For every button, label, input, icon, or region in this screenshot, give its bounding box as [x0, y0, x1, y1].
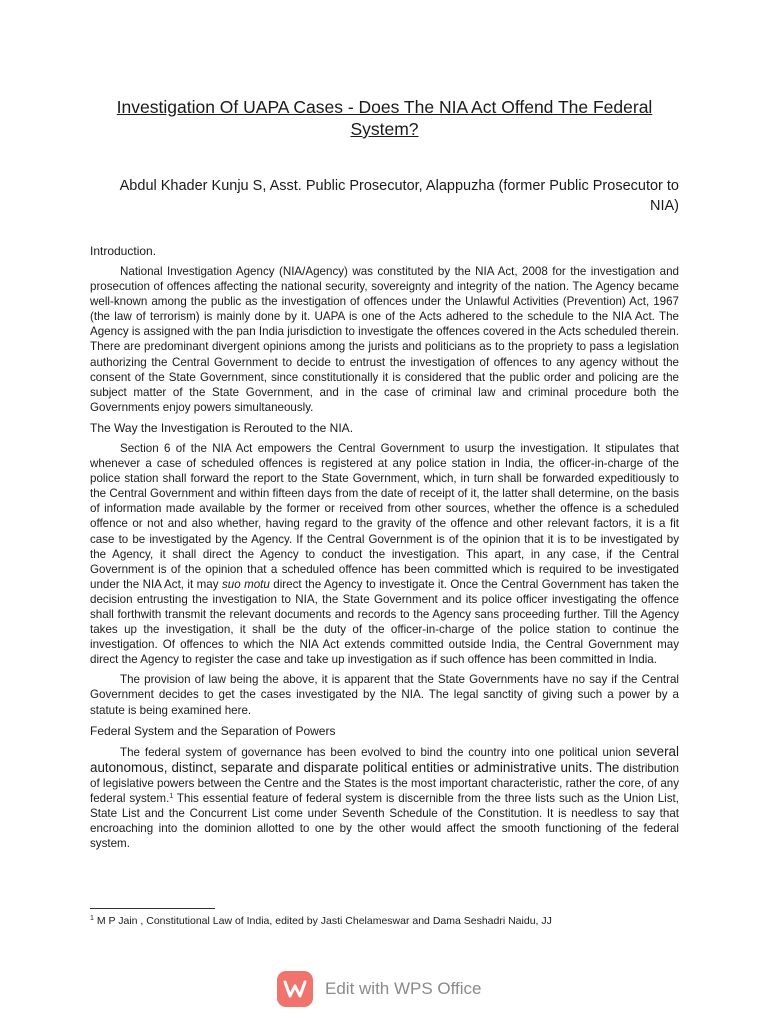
edit-with-wps-banner[interactable] [277, 970, 482, 1008]
document-author: Abdul Khader Kunju S, Asst. Public Prosecutor, Alappuzha (former Public Prosecutor to NIA) [119, 178, 679, 214]
document-title: Investigation Of UAPA Cases - Does The NIA Act Offend The Federal System? [116, 97, 653, 139]
wps-label: Edit with WPS Office [325, 979, 482, 998]
paragraph: National Investigation Agency (NIA/Agency) was constituted by the NIA Act, 2008 for the investigation and prosecution of offences affecting the national security, sovereignty and integrity of the nation. The Agency became well-known among the public as the investigation of offences under the Unlawful Activities (Prevention) Act, 1967 (the law of terrorism) is mainly done by it. UAPA is one of the Acts adhered to the schedule to the NIA Act. The Agency is assigned with the pan India jurisdiction to investigate the offences covered in the Acts scheduled therein. There are predominant divergent opinions among the jurists and politicians as to the propriety to pass a legislation authorizing the Central Government to decide to entrust the investigation of offences to any agency without the consent of the State Government, since constitutionally it is considered that the public order and policing are the subject matter of the State Government, and in the case of criminal law and criminal procedure both the Governments enjoy powers simultaneously. [90, 265, 679, 414]
section-heading-federal-system: Federal System and the Separation of Powers [90, 723, 336, 738]
section-heading-rerouted: The Way the Investigation is Rerouted to the NIA. [90, 420, 354, 435]
paragraph-text: This essential feature of federal system is discernible from the three lists such as the Union List, State List and the Concurrent List come under Seventh Schedule of the Constitution. It is needless to say that encroaching into the dominion allotted to one by the other would affect the smooth functioning of the federal system. [90, 791, 680, 851]
paragraph-text: Section 6 of the NIA Act empowers the Central Government to usurp the investigation. It stipulates that whenever a case of scheduled offences is registered at any police station in India, the officer-in-charge of the police station shall forward the report to the State Government, which, in turn shall be forwarded expeditiously to the Central Government and within fifteen days from the date of receipt of it, the latter shall determine, on the basis of information made available by the former or received from other sources, whether the offence is a scheduled offence or not and also whether, having regard to the gravity of the offence and other relevant factors, it is a fit case to be investigated by the Agency. If the Central Government is of the opinion that it is to be investigated by the Agency, it shall direct the Agency to conduct the investigation. This apart, in any case, if the Central Government is of the opinion that a scheduled offence has been committed which is required to be investigated under the NIA Act, it may [90, 441, 679, 591]
footnote-marker: 1 [90, 915, 94, 922]
paragraph-text-large: several autonomous, distinct, separate and disparate political entities or administrative units. The [90, 743, 679, 775]
paragraph: The provision of law being the above, it is apparent that the State Governments have no say if the Central Government decides to get the cases investigated by the NIA. The legal sanctity of giving such a power by a statute is being examined here. [90, 673, 679, 717]
italic-term: suo motu [221, 577, 270, 591]
footnote-reference: 1 [169, 792, 174, 800]
document-page [90, 96, 679, 856]
footnote-text: M P Jain , Constitutional Law of India, edited by Jasti Chelameswar and Dama Seshadri Naidu, JJ [96, 915, 552, 927]
paragraph [90, 744, 679, 852]
paragraph-text: The federal system of governance has been evolved to bind the country into one political union [120, 745, 631, 759]
section-heading-introduction: Introduction. [90, 244, 157, 258]
wps-w-icon [277, 971, 313, 1007]
footnote-separator [90, 908, 215, 909]
paragraph-text: distribution of legislative powers between the Centre and the States is the most important characteristic, rather the core, of any federal system. [90, 761, 680, 805]
footnote [90, 915, 552, 928]
paragraph [90, 441, 679, 667]
paragraph-text: direct the Agency to investigate it. Once the Central Government has taken the decision entrusting the investigation to NIA, the State Government and its police officer investigating the offence shall forthwith transmit the relevant documents and records to the Agency sans proceeding further. Till the Agency takes up the investigation, it shall be the duty of the officer-in-charge of the police station to continue the investigation. Of offences to which the NIA Act extends committed outside India, the Central Government may direct the Agency to register the case and take up investigation as if such offence has been committed in India. [90, 577, 679, 667]
